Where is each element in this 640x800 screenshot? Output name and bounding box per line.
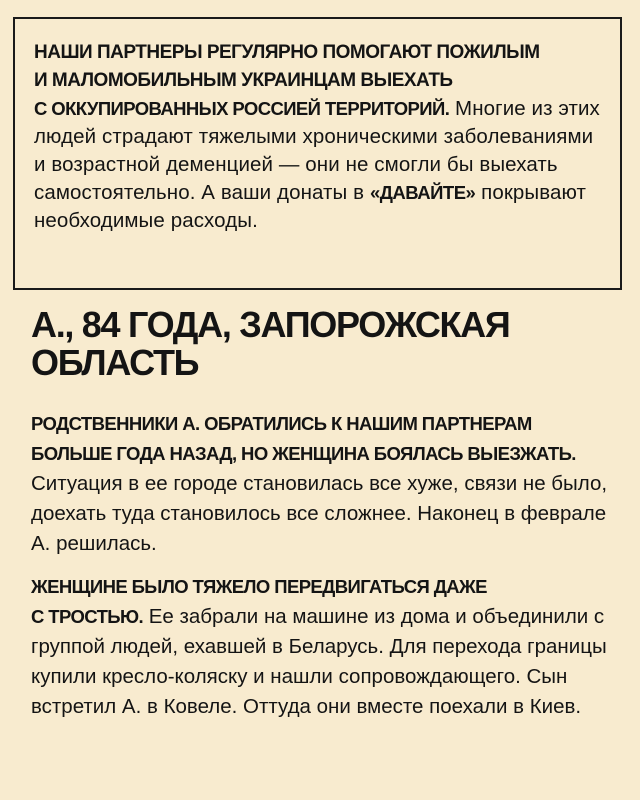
section-1-text: Ситуация в ее городе становилась все хуже, связи не было, доехать туда становилось все сложнее. Наконец в феврале А. решилась. [31, 472, 608, 555]
section-2-caps-line-1: ЖЕНЩИНЕ БЫЛО ТЯЖЕЛО ПЕРЕДВИГАТЬСЯ ДАЖЕ [31, 576, 487, 597]
intro-caps-line-1: НАШИ ПАРТНЕРЫ РЕГУЛЯРНО ПОМОГАЮТ ПОЖИЛЫМ [34, 42, 540, 63]
section-2-paragraph [31, 602, 621, 722]
section-2-caps-line-2: С ТРОСТЬЮ. [31, 606, 144, 627]
page-title-line-2: ОБЛАСТЬ [31, 342, 199, 383]
intro-box [13, 17, 622, 290]
intro-text-part-1: Многие из этих людей страдают тяжелыми хроническими заболеваниями и возрастной деменцией — они не смогли бы выехать самостоятельно. А ваши донаты в [34, 97, 600, 204]
intro-caps-line-3: С ОККУПИРОВАННЫХ РОССИЕЙ ТЕРРИТОРИЙ. [34, 98, 450, 119]
section-1-caps-line-2: БОЛЬШЕ ГОДА НАЗАД, НО ЖЕНЩИНА БОЯЛАСЬ ВЫЕЗЖАТЬ. [31, 443, 576, 464]
page-title [31, 306, 621, 382]
intro-caps-line-2: И МАЛОМОБИЛЬНЫМ УКРАИНЦАМ ВЫЕХАТЬ [34, 70, 453, 91]
quoted-name: «ДАВАЙТЕ» [369, 182, 476, 203]
section-1-caps-line-1: РОДСТВЕННИКИ А. ОБРАТИЛИСЬ К НАШИМ ПАРТНЕРАМ [31, 413, 532, 434]
section-2 [31, 572, 621, 722]
section-2-text: Ее забрали на машине из дома и объединили с группой людей, ехавшей в Беларусь. Для перехода границы купили кресло-коляску и нашли сопровождающего. Сын встретил А. в Ковеле. Оттуда они вместе поехали в Киев. [31, 605, 607, 718]
section-1 [31, 409, 621, 559]
page-title-line-1: А., 84 ГОДА, ЗАПОРОЖСКАЯ [31, 304, 510, 345]
intro-paragraph [34, 39, 602, 235]
intro-text-part-2: покрывают необходимые расходы. [34, 181, 587, 232]
